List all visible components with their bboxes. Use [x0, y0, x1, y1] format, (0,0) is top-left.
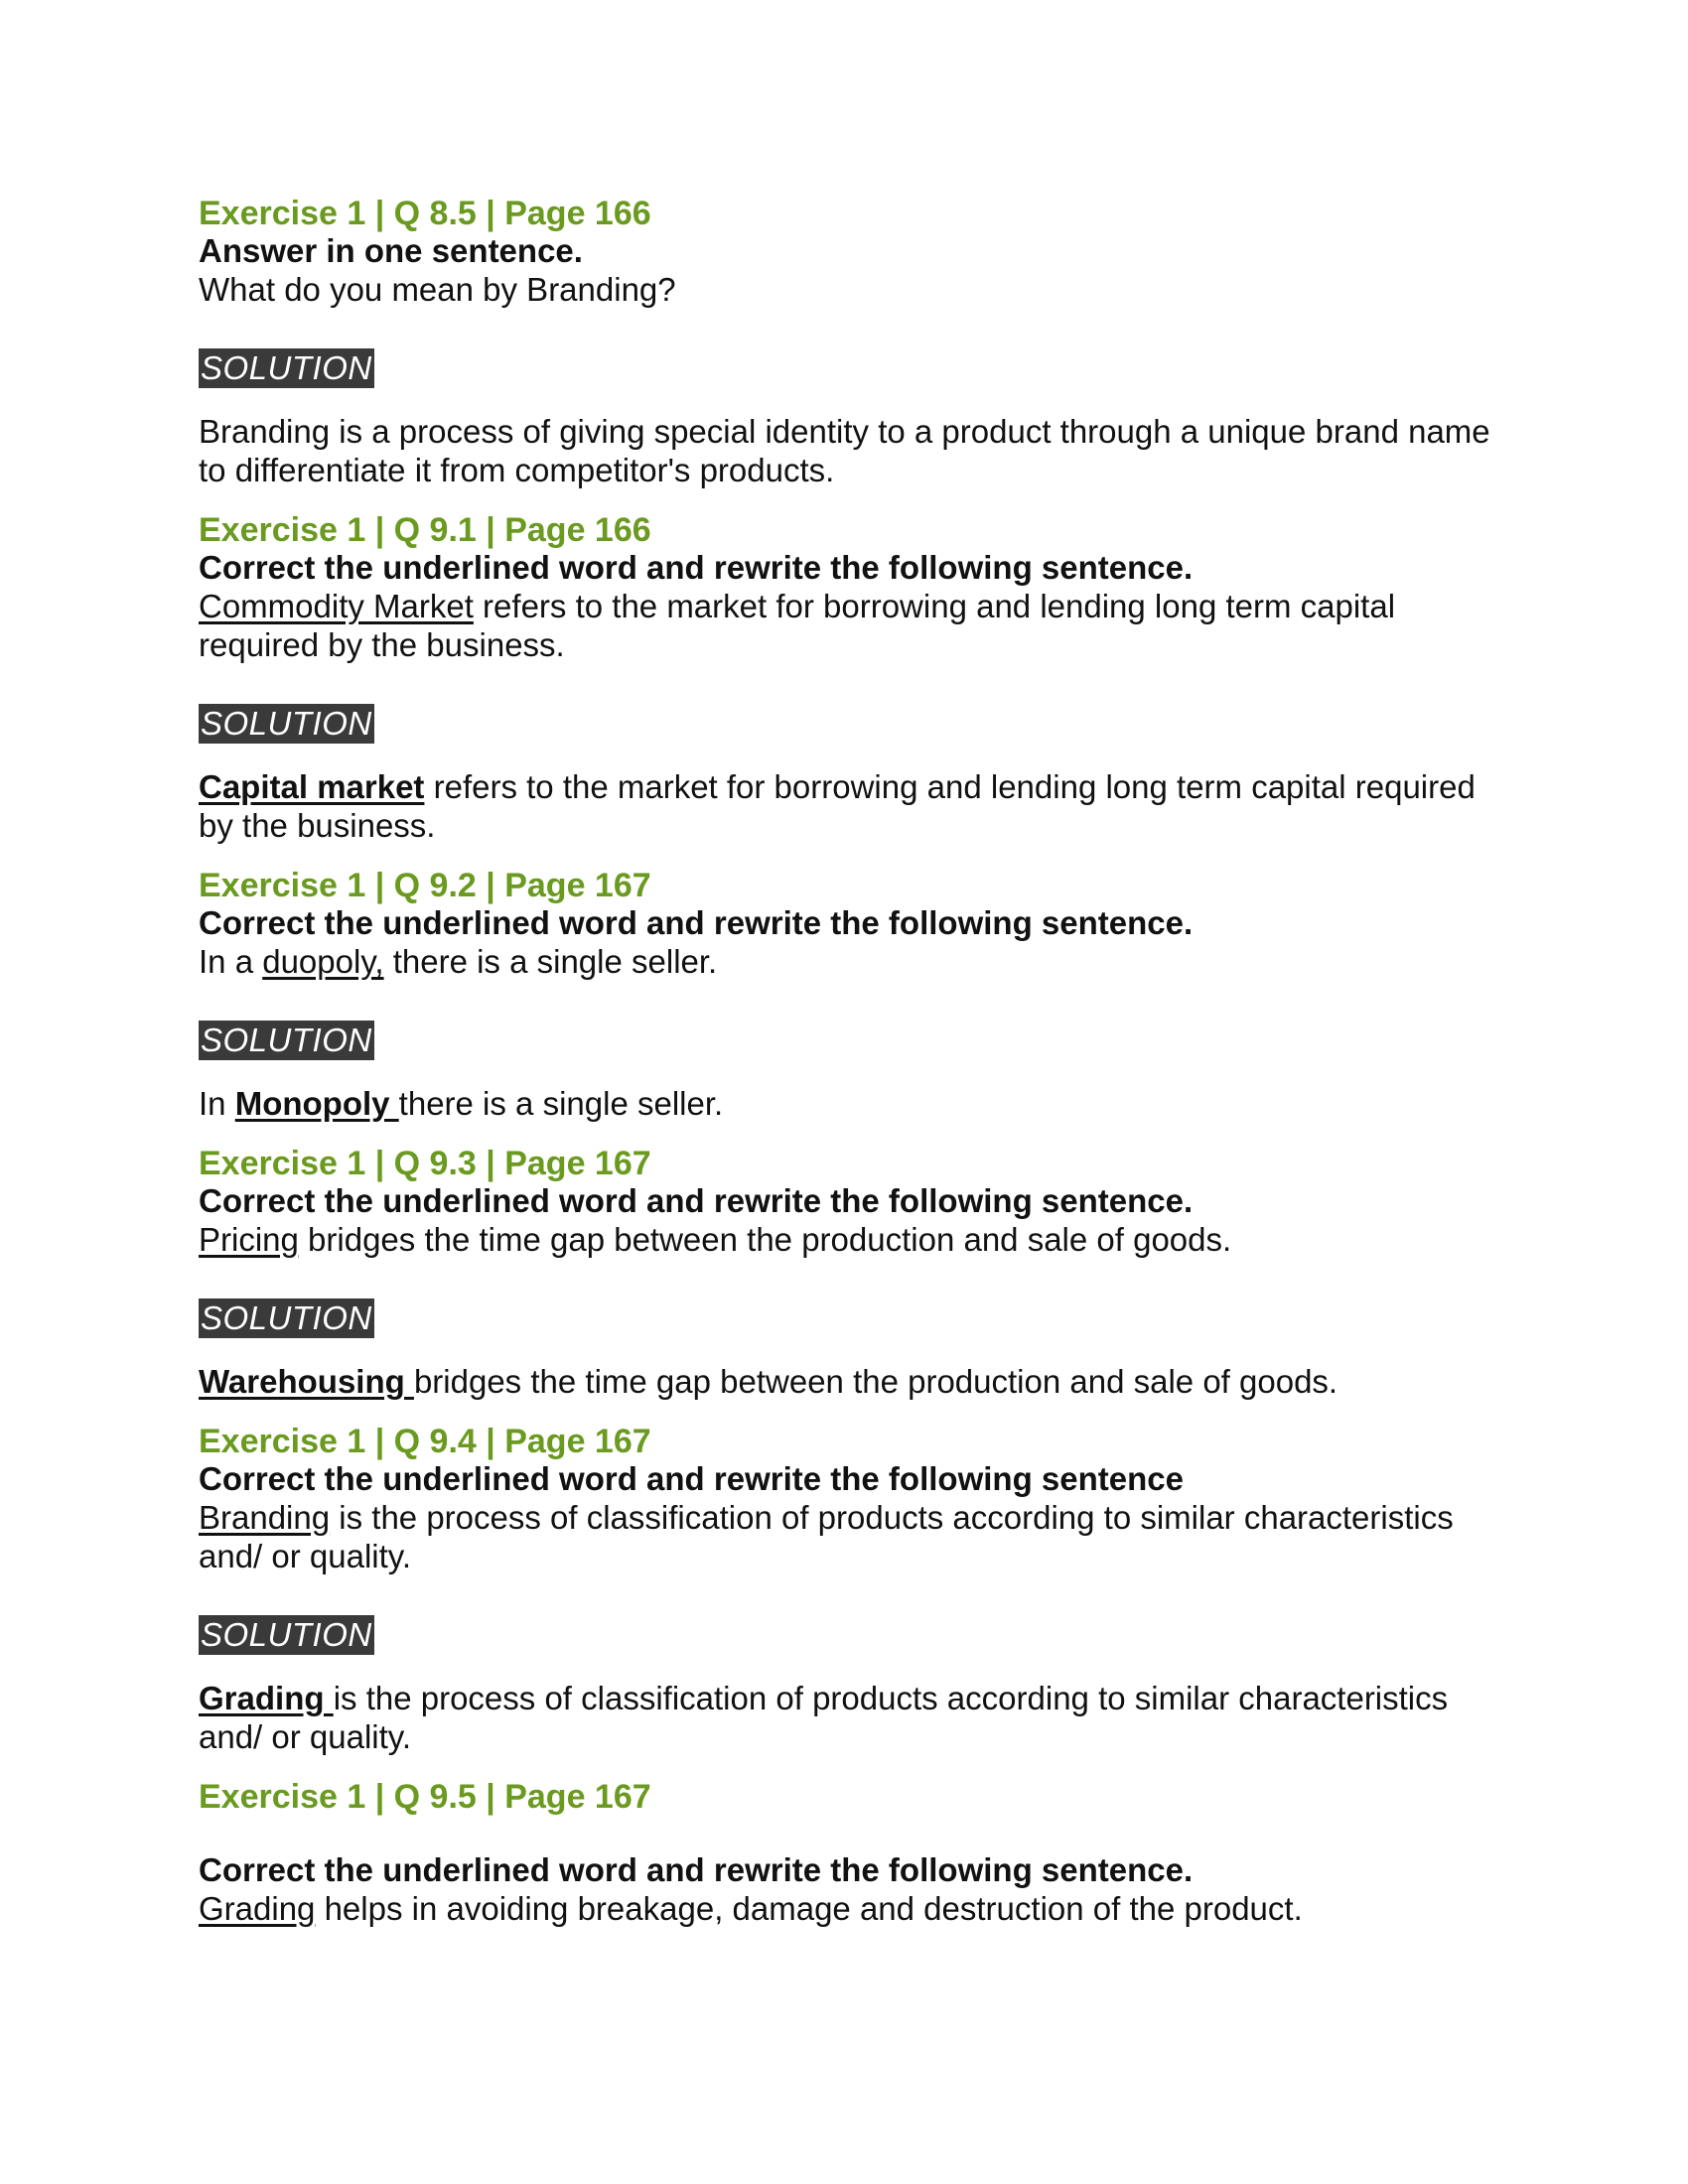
exercise-title: Exercise 1 | Q 9.5 | Page 167 — [199, 1778, 651, 1816]
exercise-title: Exercise 1 | Q 9.4 | Page 167 — [199, 1423, 651, 1460]
exercise-block — [199, 1145, 1509, 1401]
question-text: is the process of classification of products according to similar characteristics and/ or quality. — [199, 1499, 1454, 1574]
exercise-question — [199, 270, 1509, 309]
corrected-word: Warehousing — [199, 1363, 414, 1400]
exercise-instruction: Correct the underlined word and rewrite the following sentence. — [199, 1851, 1194, 1888]
corrected-word: Grading — [199, 1680, 334, 1716]
exercise-question — [199, 942, 1509, 981]
exercise-title: Exercise 1 | Q 8.5 | Page 166 — [199, 195, 651, 232]
exercise-block — [199, 867, 1509, 1123]
exercise-title: Exercise 1 | Q 9.2 | Page 167 — [199, 867, 651, 904]
exercise-title: Exercise 1 | Q 9.3 | Page 167 — [199, 1145, 651, 1182]
solution-label: SOLUTION — [201, 1022, 372, 1058]
exercise-block — [199, 511, 1509, 845]
exercise-instruction: Answer in one sentence. — [199, 232, 583, 269]
corrected-word: Monopoly — [234, 1085, 399, 1122]
question-text: In a — [199, 943, 263, 980]
exercise-question — [199, 1220, 1509, 1259]
solution-answer — [199, 1679, 1509, 1756]
solution-answer — [199, 1362, 1509, 1401]
corrected-word: Capital market — [199, 768, 425, 805]
solution-label: SOLUTION — [201, 705, 372, 742]
underlined-word: duopoly, — [262, 943, 384, 980]
answer-text: bridges the time gap between the production and sale of goods. — [413, 1363, 1338, 1400]
exercise-block — [199, 1423, 1509, 1756]
question-text: What do you mean by Branding? — [199, 271, 676, 308]
answer-text: In — [199, 1085, 235, 1122]
solution-label: SOLUTION — [201, 1299, 372, 1336]
question-text: bridges the time gap between the production and sale of goods. — [298, 1221, 1232, 1258]
solution-label: SOLUTION — [201, 1616, 372, 1653]
exercise-instruction: Correct the underlined word and rewrite the following sentence. — [199, 1182, 1194, 1219]
underlined-word: Commodity Market — [199, 588, 474, 624]
exercise-instruction: Correct the underlined word and rewrite the following sentence — [199, 1460, 1184, 1497]
solution-answer — [199, 767, 1509, 845]
question-text: refers to the market for borrowing and lending long term capital required by the business. — [199, 588, 1396, 663]
exercise-question — [199, 1498, 1509, 1575]
answer-text: is the process of classification of products according to similar characteristics and/ or quality. — [199, 1680, 1449, 1755]
exercise-question — [199, 1889, 1509, 1928]
exercise-block — [199, 195, 1509, 489]
answer-text: there is a single seller. — [398, 1085, 724, 1122]
underlined-word: Grading — [199, 1890, 316, 1927]
question-text: there is a single seller. — [383, 943, 718, 980]
underlined-word: Branding — [199, 1499, 331, 1536]
solution-label: SOLUTION — [201, 349, 372, 386]
exercise-block — [199, 1778, 1509, 1928]
exercise-instruction: Correct the underlined word and rewrite the following sentence. — [199, 549, 1194, 586]
underlined-word: Pricing — [199, 1221, 299, 1258]
exercise-instruction: Correct the underlined word and rewrite the following sentence. — [199, 904, 1194, 941]
answer-text: Branding is a process of giving special identity to a product through a unique brand name to differentiate it from competitor's products. — [199, 413, 1490, 488]
document-page — [199, 195, 1509, 1928]
answer-text: refers to the market for borrowing and lending long term capital required by the business. — [199, 768, 1476, 844]
exercise-question — [199, 587, 1509, 664]
exercise-title: Exercise 1 | Q 9.1 | Page 166 — [199, 511, 651, 549]
solution-answer — [199, 1084, 1509, 1123]
solution-answer — [199, 412, 1509, 489]
question-text: helps in avoiding breakage, damage and destruction of the product. — [315, 1890, 1303, 1927]
